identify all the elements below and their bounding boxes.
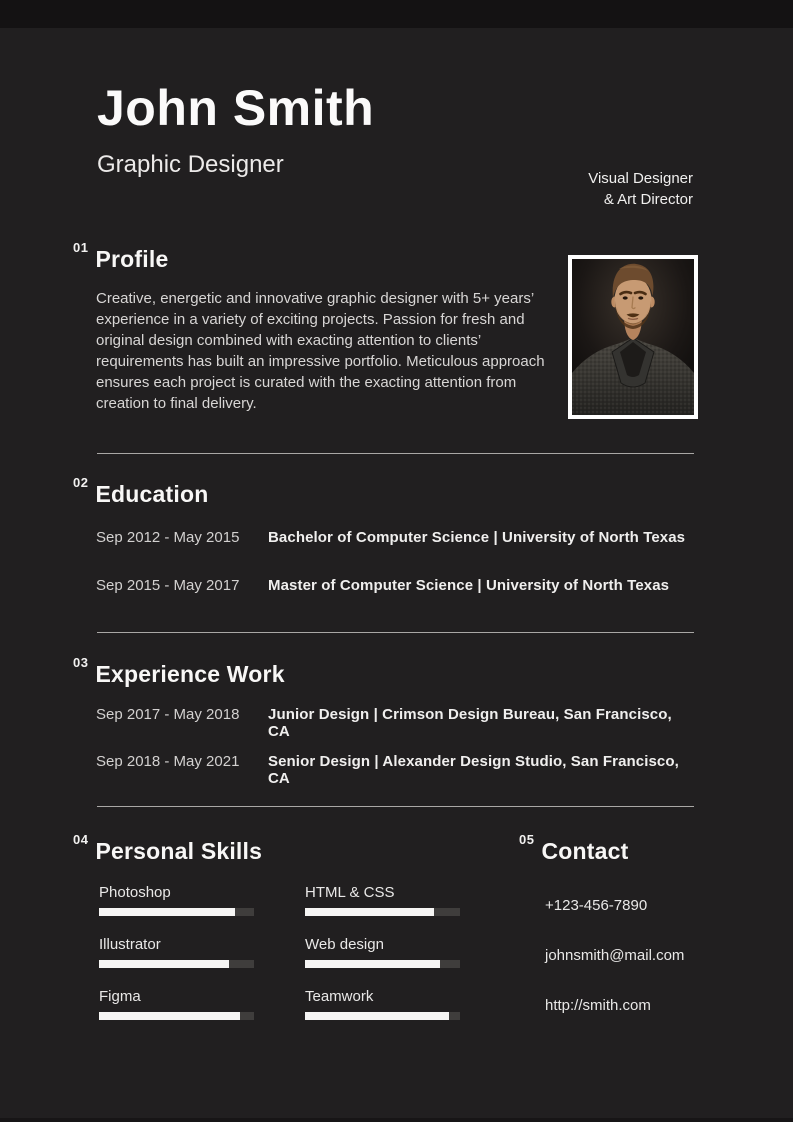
skill-label: Photoshop	[99, 884, 171, 901]
skill-bar-track	[305, 1012, 460, 1020]
profile-summary-text: Creative, energetic and innovative graphic designer with 5+ years’ experience in a variety of exciting projects. Passion for fresh and original design combined with exacting attention to clients’ requirements has built an impressive portfolio. Meticulous approach ensures each project is curated with the exacting attention from creation to final delivery.	[96, 290, 545, 412]
skill-label: HTML & CSS	[305, 884, 395, 901]
tagline	[588, 168, 693, 210]
portrait-photo	[568, 255, 698, 419]
section-number: 05	[519, 832, 535, 847]
skill-item	[305, 884, 460, 916]
skill-item	[305, 936, 460, 968]
contact-website: http://smith.com	[545, 997, 651, 1014]
entry-description: Junior Design | Crimson Design Bureau, San Francisco, CA	[268, 706, 672, 740]
education-entry	[96, 577, 696, 594]
contact-phone: +123-456-7890	[545, 897, 648, 914]
tagline-line-1: Visual Designer	[588, 170, 693, 187]
section-number: 02	[73, 475, 89, 490]
entry-dates: Sep 2017 - May 2018	[96, 706, 240, 723]
entry-dates: Sep 2015 - May 2017	[96, 577, 240, 594]
section-number: 03	[73, 655, 89, 670]
entry-description: Bachelor of Computer Science | University of North Texas	[268, 529, 686, 546]
skill-item	[305, 988, 460, 1020]
section-number: 04	[73, 832, 89, 847]
skill-item	[99, 884, 254, 916]
portrait-photo-illustration	[572, 259, 694, 415]
section-title: Profile	[95, 246, 169, 272]
skill-label: Figma	[99, 988, 141, 1005]
skill-bar-fill	[305, 908, 434, 916]
skill-bar-fill	[305, 1012, 449, 1020]
person-name: John Smith	[97, 80, 375, 136]
section-divider	[97, 453, 694, 454]
section-number: 01	[73, 240, 89, 255]
section-title: Personal Skills	[95, 838, 263, 864]
contact-email: johnsmith@mail.com	[545, 947, 685, 964]
tagline-line-2: & Art Director	[603, 191, 693, 208]
person-job-title: Graphic Designer	[97, 151, 284, 178]
skill-label: Illustrator	[99, 936, 161, 953]
contact-section-heading	[519, 832, 629, 864]
bottom-border-band	[0, 1118, 793, 1122]
education-section-heading	[73, 475, 209, 507]
experience-entry	[96, 706, 696, 740]
experience-entry	[96, 753, 696, 787]
entry-description: Senior Design | Alexander Design Studio, San Francisco, CA	[268, 753, 679, 787]
skill-bar-fill	[99, 1012, 240, 1020]
skill-bar-track	[99, 908, 254, 916]
skills-section-heading	[73, 832, 263, 864]
top-border-band	[0, 0, 793, 28]
section-title: Education	[95, 481, 209, 507]
skill-bar-track	[305, 960, 460, 968]
experience-section-heading	[73, 655, 285, 687]
skill-bar-fill	[99, 960, 229, 968]
section-title: Experience Work	[95, 661, 285, 687]
profile-section-heading	[73, 240, 169, 272]
skill-item	[99, 936, 254, 968]
entry-dates: Sep 2018 - May 2021	[96, 753, 240, 770]
skill-bar-track	[99, 1012, 254, 1020]
contact-list	[545, 897, 684, 1015]
section-divider	[97, 806, 694, 807]
entry-dates: Sep 2012 - May 2015	[96, 529, 240, 546]
education-entry	[96, 529, 696, 546]
skill-label: Web design	[305, 936, 384, 953]
skill-bar-fill	[305, 960, 440, 968]
section-divider	[97, 632, 694, 633]
section-title: Contact	[541, 838, 629, 864]
entry-description: Master of Computer Science | University of North Texas	[268, 577, 670, 594]
skill-bar-fill	[99, 908, 235, 916]
skill-label: Teamwork	[305, 988, 374, 1005]
skill-bar-track	[305, 908, 460, 916]
skill-bar-track	[99, 960, 254, 968]
skill-item	[99, 988, 254, 1020]
skills-grid	[99, 884, 460, 1020]
